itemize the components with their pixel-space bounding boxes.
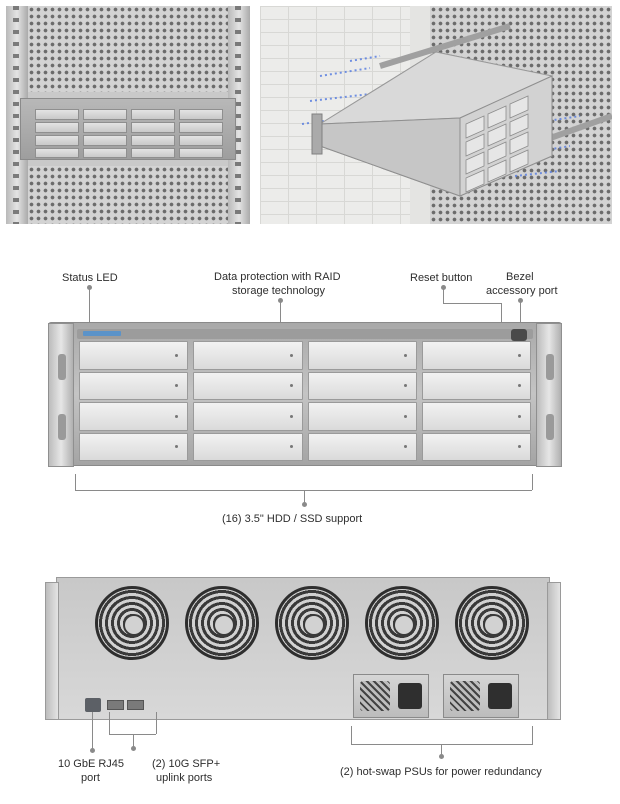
- status-led-leader: [89, 287, 90, 322]
- sfp-label-line2: uplink ports: [156, 772, 213, 784]
- psu-bracket-base: [351, 744, 533, 745]
- psu-module[interactable]: [443, 674, 519, 718]
- drive-bay[interactable]: [422, 433, 531, 462]
- server-front-view: [48, 322, 562, 466]
- rack-door-perforation-bottom: [28, 166, 228, 224]
- cooling-fan: [95, 586, 169, 660]
- rail-install-photo: [260, 6, 612, 224]
- raid-leader: [280, 300, 281, 322]
- rack-door-perforation-top: [28, 6, 228, 92]
- installed-server: [20, 98, 236, 160]
- status-led-label: Status LED: [62, 272, 118, 284]
- reset-button-label: Reset button: [410, 272, 473, 284]
- sfp-port[interactable]: [107, 700, 124, 710]
- cooling-fan: [455, 586, 529, 660]
- raid-label-line1: Data protection with RAID: [214, 271, 341, 283]
- bezel-label-line2: accessory port: [486, 285, 558, 297]
- front-control-strip: [77, 329, 533, 339]
- psu-fan-grille: [360, 681, 390, 711]
- sfp-dot: [131, 746, 136, 751]
- sfp-label-line1: (2) 10G SFP+: [152, 758, 221, 770]
- psu-label: (2) hot-swap PSUs for power redundancy: [340, 766, 542, 778]
- drive-bay[interactable]: [79, 372, 188, 401]
- rail-install-illustration: [260, 6, 612, 224]
- drive-bay[interactable]: [422, 341, 531, 370]
- drive-support-label: (16) 3.5" HDD / SSD support: [222, 513, 363, 525]
- drive-bay[interactable]: [193, 341, 302, 370]
- psu-bracket-left: [351, 726, 352, 744]
- drive-bay[interactable]: [193, 372, 302, 401]
- status-led-dot: [87, 285, 92, 290]
- drive-bay[interactable]: [308, 341, 417, 370]
- psu-module[interactable]: [353, 674, 429, 718]
- drive-bay[interactable]: [193, 433, 302, 462]
- drive-bay[interactable]: [422, 372, 531, 401]
- drive-bay[interactable]: [308, 433, 417, 462]
- cooling-fan: [275, 586, 349, 660]
- rack-ear-right: [536, 323, 562, 467]
- status-led: [83, 331, 121, 336]
- cooling-fan: [365, 586, 439, 660]
- drive-bay[interactable]: [79, 402, 188, 431]
- bezel-accessory-port: [511, 329, 527, 341]
- rear-ear-right: [547, 582, 561, 720]
- rj45-leader: [92, 712, 93, 750]
- cooling-fan: [185, 586, 259, 660]
- rj45-label-line1: 10 GbE RJ45: [58, 758, 125, 770]
- drive-bracket-dot: [302, 502, 307, 507]
- rear-ear-left: [45, 582, 59, 720]
- psu-bracket-right: [532, 726, 533, 744]
- drive-bracket-left: [75, 474, 76, 490]
- sfp-bracket-right: [156, 712, 157, 734]
- drive-bay[interactable]: [193, 402, 302, 431]
- drive-bay-grid: [79, 341, 531, 461]
- raid-label-line2: storage technology: [232, 285, 325, 297]
- reset-leader-horizontal: [443, 303, 501, 304]
- raid-dot: [278, 298, 283, 303]
- drive-bay[interactable]: [79, 433, 188, 462]
- rack-installed-photo: [6, 6, 250, 224]
- rj45-port[interactable]: [85, 698, 101, 712]
- rj45-label-line2: port: [81, 772, 100, 784]
- psu-dot: [439, 754, 444, 759]
- sfp-bracket-left: [109, 712, 110, 734]
- drive-bay[interactable]: [308, 372, 417, 401]
- bezel-leader: [520, 300, 521, 322]
- bezel-dot: [518, 298, 523, 303]
- rj45-dot: [90, 748, 95, 753]
- server-rear-view: [56, 577, 550, 720]
- sfp-port[interactable]: [127, 700, 144, 710]
- reset-dot: [441, 285, 446, 290]
- power-socket: [398, 683, 422, 709]
- drive-bay[interactable]: [422, 402, 531, 431]
- psu-fan-grille: [450, 681, 480, 711]
- power-socket: [488, 683, 512, 709]
- drive-bay[interactable]: [79, 341, 188, 370]
- rack-ear-left: [48, 323, 74, 467]
- drive-bay[interactable]: [308, 402, 417, 431]
- drive-bracket-right: [532, 474, 533, 490]
- bezel-label-line1: Bezel: [506, 271, 534, 283]
